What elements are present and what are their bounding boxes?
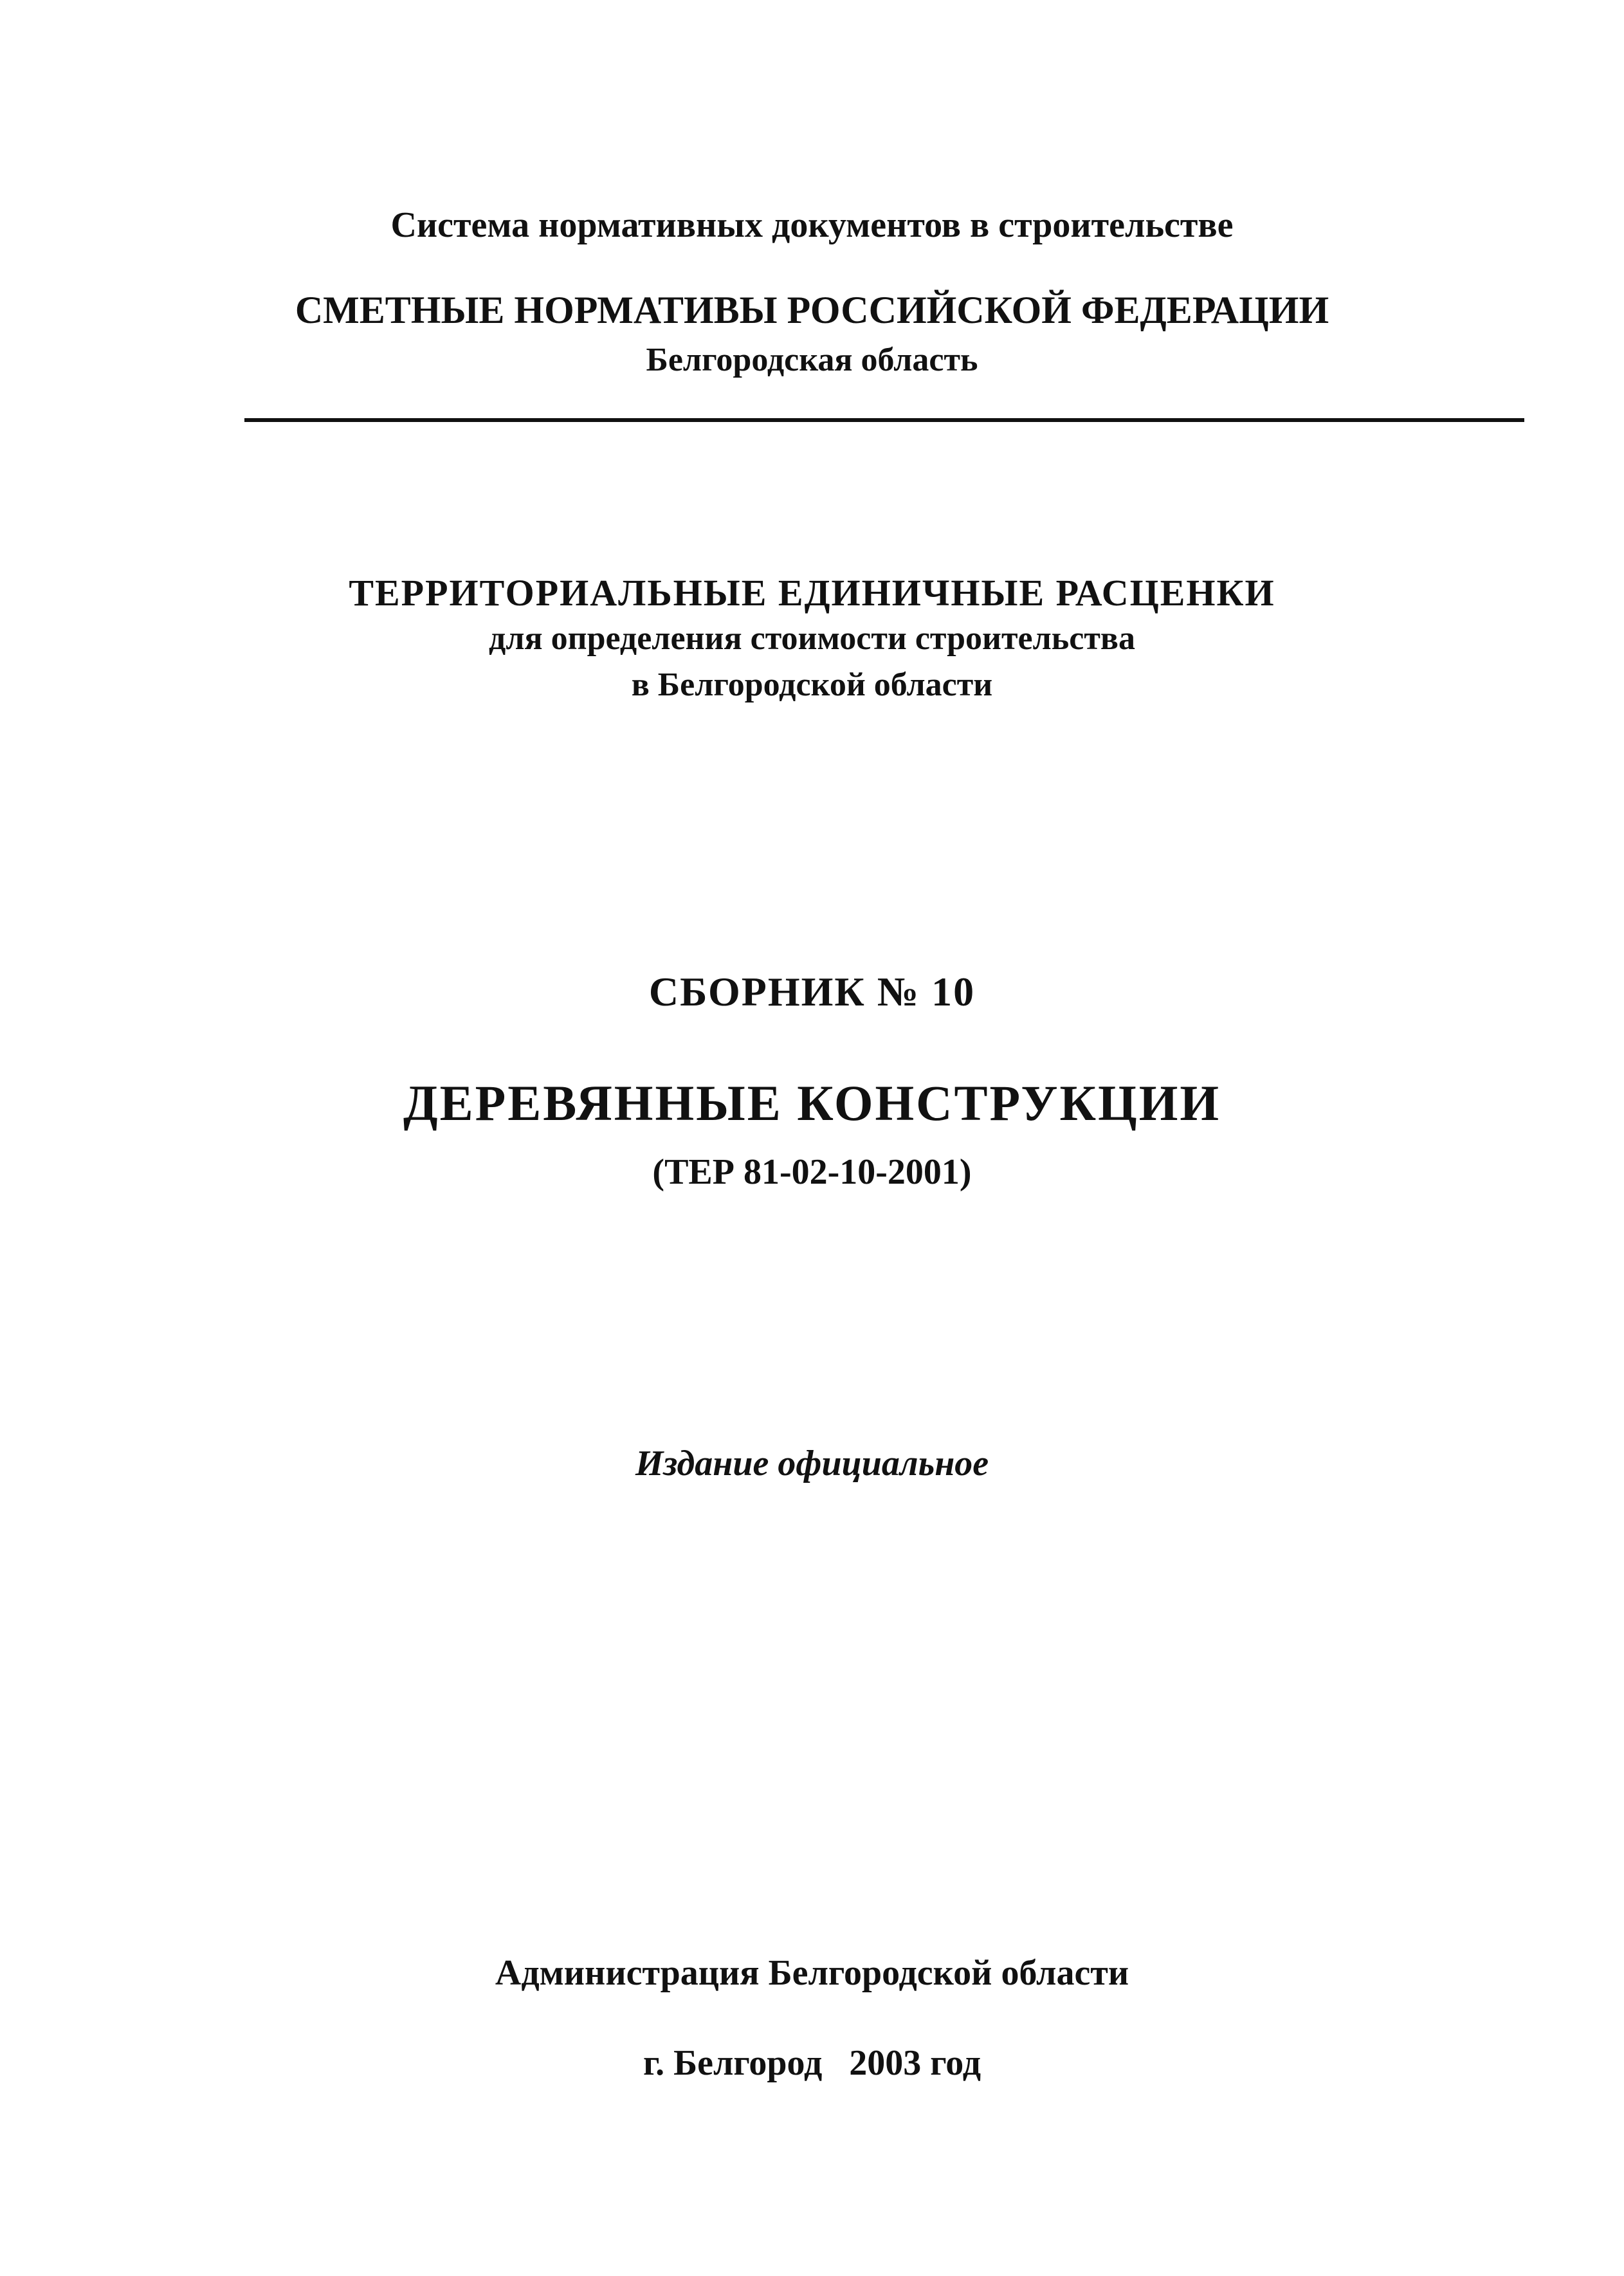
collection-name: ДЕРЕВЯННЫЕ КОНСТРУКЦИИ: [403, 1075, 1221, 1131]
main-subtitle-2: в Белгородской области: [631, 666, 993, 703]
main-subtitle-1: для определения стоимости строительства: [489, 620, 1135, 657]
region-name: Белгородская область: [646, 342, 978, 378]
collection-number: СБОРНИК № 10: [648, 969, 976, 1014]
edition-label: Издание официальное: [635, 1444, 989, 1483]
norms-title: СМЕТНЫЕ НОРМАТИВЫ РОССИЙСКОЙ ФЕДЕРАЦИИ: [295, 289, 1329, 331]
header-divider: [244, 418, 1524, 422]
publisher-name: Администрация Белгородской области: [495, 1953, 1129, 1993]
collection-code: (ТЕР 81-02-10-2001): [652, 1152, 972, 1192]
system-name: Система нормативных документов в строительстве: [390, 205, 1234, 245]
city-year: г. Белгород 2003 год: [643, 2043, 981, 2083]
main-title: ТЕРРИТОРИАЛЬНЫЕ ЕДИНИЧНЫЕ РАСЦЕНКИ: [349, 572, 1275, 614]
